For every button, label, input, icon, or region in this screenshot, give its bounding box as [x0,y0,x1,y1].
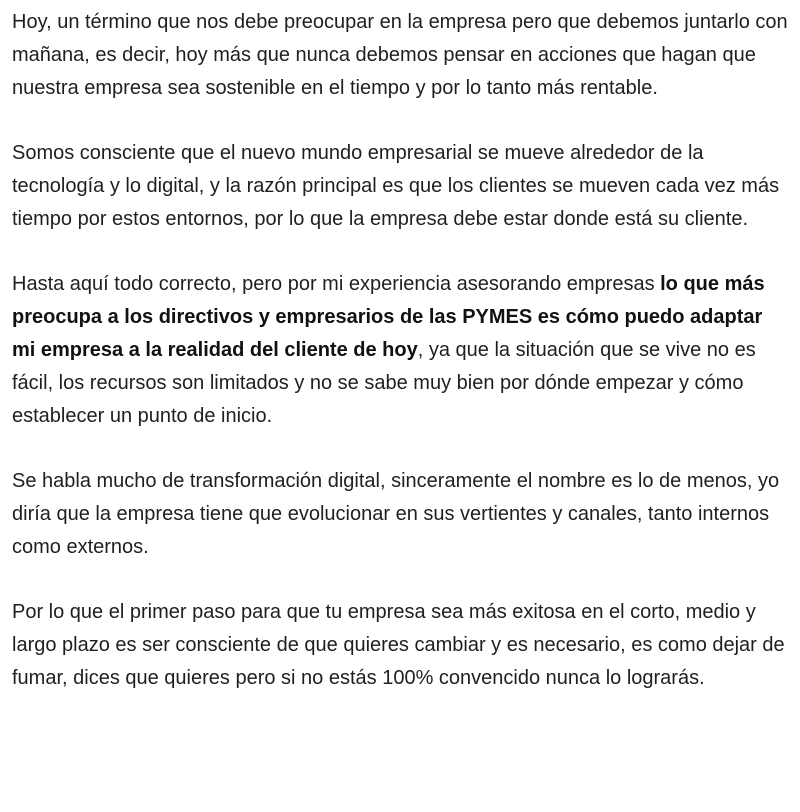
paragraph-3-rest: , ya que la situación que se vive no es fácil, los recursos son limitados y no se sabe muy bien por dónde empezar y cómo establecer un punto de inicio. [12,338,756,427]
paragraph-3-intro: Hasta aquí todo correcto, pero por mi experiencia asesorando empresas [12,273,661,296]
paragraph-2: Somos consciente que el nuevo mundo empresarial se mueve alrededor de la tecnología y lo digital, y la razón principal es que los clientes se mueven cada vez más tiempo por estos entornos, por lo que la empresa debe estar donde está su cliente. [12,142,780,230]
paragraph-1: Hoy, un término que nos debe preocupar en la empresa pero que debemos juntarlo con mañana, es decir, hoy más que nunca debemos pensar en acciones que hagan que nuestra empresa sea sostenible en el tiempo y por lo tanto más rentable. [12,11,788,99]
paragraph-5: Por lo que el primer paso para que tu empresa sea más exitosa en el corto, medio y largo plazo es ser consciente de que quieres cambiar y es necesario, es como dejar de fumar, dices que quieres pero si no estás 100% convencido nunca lo lograrás. [12,601,785,689]
paragraph-4: Se habla mucho de transformación digital, sinceramente el nombre es lo de menos, yo diría que la empresa tiene que evolucionar en sus vertientes y canales, tanto internos como externos. [12,470,780,558]
paragraph-3 [12,268,788,432]
paragraph-3-highlight: lo que más preocupa a los directivos y empresarios de las PYMES es cómo puedo adaptar mi empresa a la realidad del cliente de hoy [12,273,765,361]
